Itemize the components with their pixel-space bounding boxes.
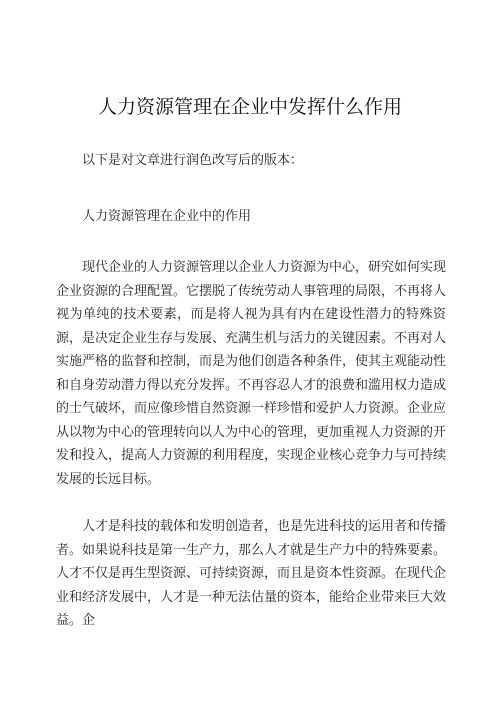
document-title: 人力资源管理在企业中发挥什么作用 <box>97 96 402 118</box>
body-paragraph: 现代企业的人力资源管理以企业人力资源为中心，研究如何实现企业资源的合理配置。它摆脱了传统劳动人事管理的局限，不再将人视为单纯的技术要素，而是将人视为具有内在建设性潜力的特殊资源，是决定企业生存与发展、充满生机与活力的关键因素。不再对人实施严格的监督和控制，而是为他们创造各种条件，使其主观能动性和自身劳动潜力得以充分发挥。不再容忍人才的浪费和滥用权力造成的士气破坏，而应像珍惜自然资源一样珍惜和爱护人力资源。企业应从以物为中心的管理转向以人为中心的管理，更加重视人力资源的开发和投入，提高人力资源的利用程度，实现企业核心竞争力与可持续发展的长远目标。 <box>56 260 447 487</box>
body-paragraph: 人才是科技的载体和发明创造者，也是先进科技的运用者和传播者。如果说科技是第一生产力，那么人才就是生产力中的特殊要素。人才不仅是再生型资源、可持续资源，而且是资本性资源。在现代企业和经济发展中，人才是一种无法估量的资本，能给企业带来巨大效益。企 <box>56 519 447 628</box>
intro-line: 以下是对文章进行润色改写后的版本： <box>82 153 304 168</box>
section-heading: 人力资源管理在企业中的作用 <box>82 209 252 224</box>
